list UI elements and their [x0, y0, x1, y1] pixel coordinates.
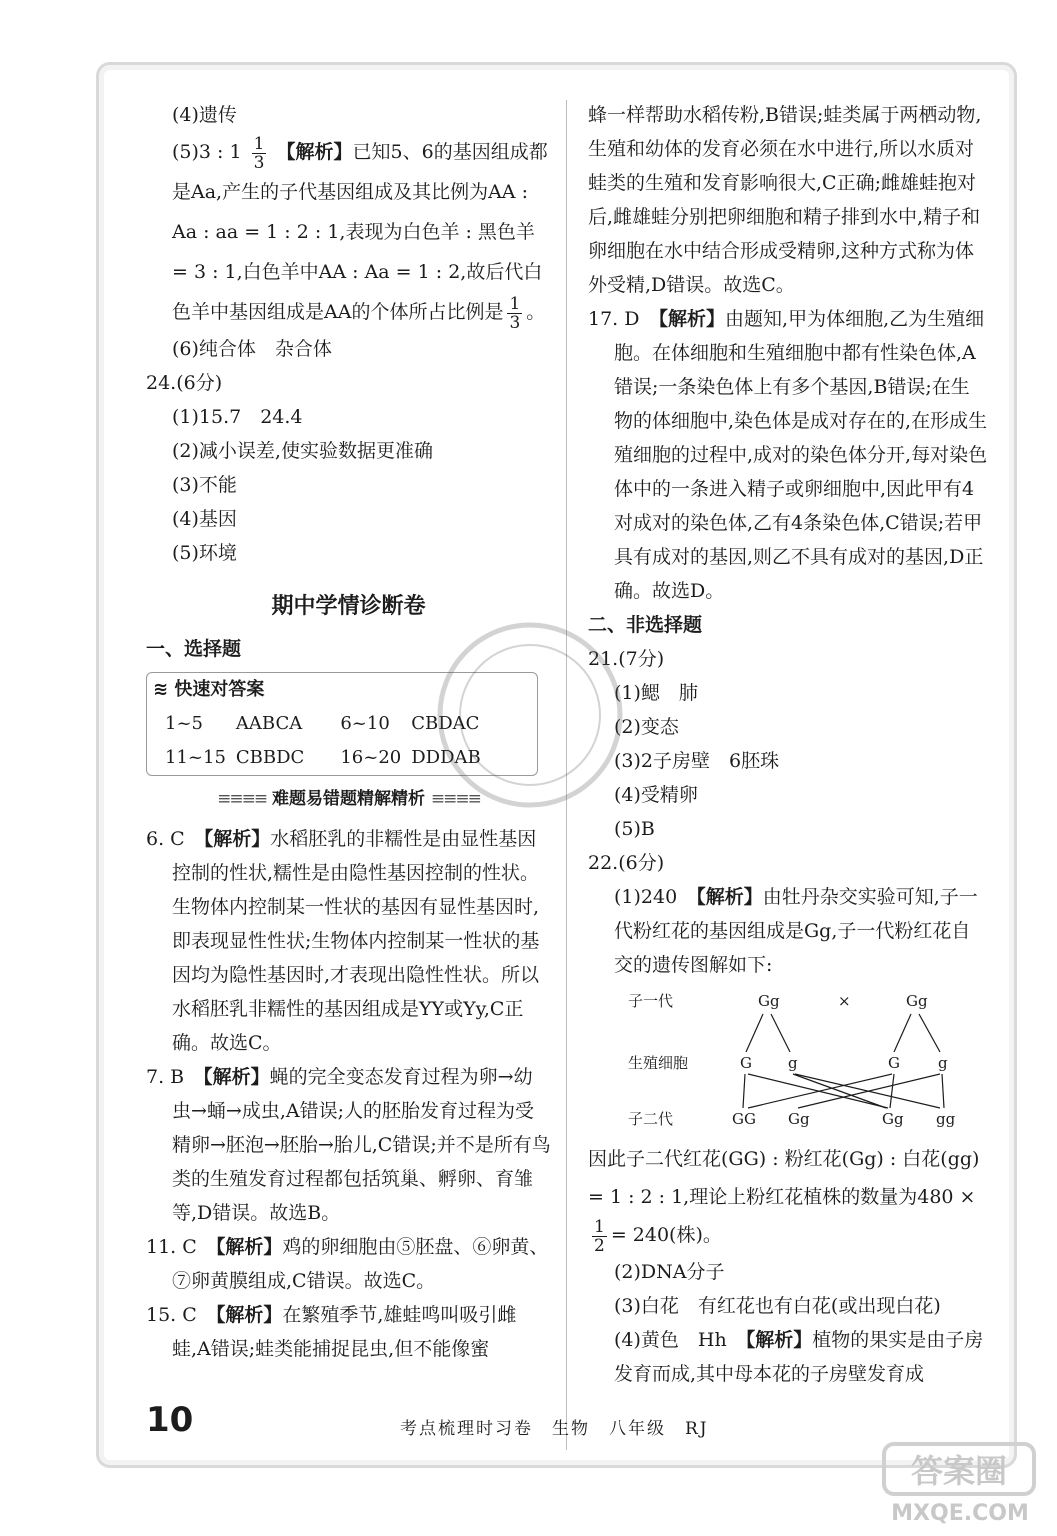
answer-line: (2)变态	[614, 716, 679, 738]
fraction	[507, 295, 522, 332]
arrow-line	[746, 1014, 763, 1052]
analysis-text: 由牡丹杂交实验可知,子一代粉红花的基因组成是Gg,子一代粉红花自交的遗传图解如下:	[614, 886, 978, 976]
cross-symbol: ×	[838, 992, 851, 1010]
offspring-genotype: GG	[732, 1110, 756, 1128]
analysis-text: 因此子二代红花(GG) : 粉红花(Gg) : 白花(gg) = 1 : 2 : 1,理论上粉红花植株的数量为480 ×	[588, 1148, 980, 1208]
answer-prefix: (5)3 : 1	[172, 141, 242, 163]
question-number: 15. C	[146, 1304, 197, 1326]
analysis-text: 由题知,甲为体细胞,乙为生殖细胞。在体细胞和生殖细胞中都有性染色体,A错误;一条染色体上有多个基因,B错误;在生物的体细胞中,染色体是成对存在的,在形成生殖细胞的过程中,成对的染色体分开,每对染色体中的一条进入精子或卵细胞中,因此甲有4对成对的染色体,乙有4条染色体,C错误;若甲具有成对的基因,则乙不具有成对的基因,D正确。故选D。	[614, 308, 988, 602]
corner-watermark-url: MXQE.COM	[891, 1501, 1029, 1526]
answer-key: CBBDC	[235, 747, 305, 768]
analysis-tag: 【解析】	[745, 1328, 813, 1351]
analysis-tag: 【解析】	[215, 1304, 283, 1326]
genetic-cross-diagram	[588, 986, 988, 1136]
fraction-denominator: 3	[253, 152, 265, 173]
fraction-denominator: 3	[509, 312, 521, 333]
analysis-text: 已知5、6的基因组成都是Aa,产生的子代基因组成及其比例为AA : Aa : aa = 1 : 2 : 1,表现为白色羊 : 黑色羊 = 3 : 1,白色羊中AA : Aa = 1 : 2,故后代白色羊中基因组成是AA的个体所占比例是	[172, 141, 548, 323]
fraction	[592, 1218, 607, 1255]
arrow-line	[890, 1074, 894, 1108]
section-heading: 二、非选择题	[588, 614, 703, 636]
sentence-end: 。	[526, 301, 546, 323]
answer-prefix: (1)240	[614, 886, 678, 908]
analysis-text: 植物的果实是由子房发育而成,其中母本花的子房壁发育成	[614, 1328, 984, 1385]
answer-line: (3)不能	[172, 474, 237, 496]
offspring-genotype: Gg	[882, 1110, 904, 1128]
answer-paragraph	[588, 880, 988, 982]
question-number: 11. C	[146, 1236, 197, 1258]
arrow-line	[894, 1014, 911, 1052]
parent-genotype: Gg	[906, 992, 928, 1010]
answer-range: 11~15	[165, 747, 226, 768]
question-heading: 21.(7分)	[588, 648, 665, 670]
row-label-gametes: 生殖细胞	[628, 1054, 689, 1072]
answer-key: DDDAB	[411, 747, 481, 768]
answer-line: (5)环境	[172, 542, 237, 564]
exam-title: 期中学情诊断卷	[271, 594, 426, 619]
arrow-line	[743, 1074, 745, 1108]
answer-line: (4)遗传	[172, 104, 237, 126]
analysis-tag: 【解析】	[696, 886, 763, 908]
corner-watermark-logo	[880, 1440, 1050, 1530]
answer-range: 1~5	[165, 713, 203, 734]
gamete: g	[788, 1054, 798, 1072]
question-analysis	[146, 1298, 551, 1366]
analysis-tag: 【解析】	[203, 828, 271, 850]
banner-decoration: ≡≡≡≡	[217, 789, 267, 809]
analysis-text: 在繁殖季节,雄蛙鸣叫吸引雌蛙,A错误;蛙类能捕捉昆虫,但不能像蜜	[172, 1304, 517, 1360]
answer-line: (5)B	[614, 818, 655, 840]
analysis-tag: 【解析】	[658, 308, 726, 330]
arrow-line	[771, 1014, 790, 1052]
question-number: 6. C	[146, 828, 185, 850]
answer-range: 16~20	[340, 747, 402, 768]
row-label-f2: 子二代	[628, 1110, 674, 1128]
answer-paragraph	[588, 1323, 988, 1391]
row-label-f1: 子一代	[628, 992, 674, 1010]
analysis-tag: 【解析】	[215, 1236, 283, 1258]
parent-genotype: Gg	[758, 992, 780, 1010]
gamete: g	[938, 1054, 948, 1072]
fraction	[252, 135, 267, 172]
seal-watermark-icon	[430, 615, 630, 815]
footer-text: 考点梳理时习卷 生物 八年级 RJ	[400, 1419, 709, 1439]
answer-line: (2)DNA分子	[614, 1260, 725, 1283]
analysis-tag: 【解析】	[276, 141, 353, 163]
answer-line: (1)15.7 24.4	[172, 406, 303, 428]
cross-arrows	[743, 1014, 944, 1108]
offspring-genotype: Gg	[788, 1110, 810, 1128]
answer-prefix: (4)黄色 Hh	[614, 1328, 727, 1351]
answer-key: CBDAC	[411, 713, 480, 734]
answer-line: (2)减小误差,使实验数据更准确	[172, 440, 433, 462]
answer-paragraph	[146, 132, 551, 332]
fraction-denominator: 2	[594, 1235, 605, 1256]
analysis-tag: 【解析】	[203, 1066, 270, 1088]
page-number: 10	[146, 1400, 194, 1440]
answer-line: (6)纯合体 杂合体	[172, 338, 332, 360]
fraction-numerator: 1	[253, 133, 265, 154]
question-analysis	[146, 1060, 551, 1230]
analysis-text: 鸡的卵细胞由⑤胚盘、⑥卵黄、⑦卵黄膜组成,C错误。故选C。	[172, 1236, 549, 1292]
analysis-text: 水稻胚乳的非糯性是由显性基因控制的性状,糯性是由隐性基因控制的性状。生物体内控制某一性状的基因有显性基因时,即表现显性性状;生物体内控制某一性状的基因均为隐性基因时,才表现出隐性性状。所以水稻胚乳非糯性的基因组成是YY或Yy,C正确。故选C。	[172, 828, 540, 1054]
question-heading: 22.(6分)	[588, 852, 665, 874]
arrow-line	[919, 1014, 940, 1052]
corner-watermark-text: 答案圈	[910, 1452, 1008, 1490]
page-footer	[146, 1400, 986, 1440]
genetic-cross-svg	[588, 986, 988, 1136]
right-column	[588, 98, 988, 1391]
answer-line: (3)2子房壁 6胚珠	[614, 750, 780, 772]
answer-line: (4)受精卵	[614, 784, 698, 806]
analysis-continuation: 蜂一样帮助水稻传粉,B错误;蛙类属于两栖动物,生殖和幼体的发育必须在水中进行,所以水质对蛙类的生殖和发育影响很大,C正确;雌雄蛙抱对后,雌雄蛙分别把卵细胞和精子排到水中,精子和卵细胞在水中结合形成受精卵,这种方式称为体外受精,D错误。故选C。	[588, 104, 982, 296]
analysis-text: 蝇的完全变态发育过程为卵→幼虫→蛹→成虫,A错误;人的胚胎发育过程为受精卵→胚泡→胚胎→胎儿,C错误;并不是所有鸟类的生殖发育过程都包括筑巢、孵卵、育雏等,D错误。故选B。	[172, 1066, 551, 1224]
question-number: 17. D	[588, 308, 640, 330]
fraction-numerator: 1	[594, 1216, 605, 1237]
seal-watermark	[430, 615, 630, 815]
answer-line: (4)基因	[172, 508, 237, 530]
question-number: 7. B	[146, 1066, 185, 1088]
gamete: G	[888, 1054, 900, 1072]
answer-line: (3)白花 有红花也有白花(或出现白花)	[614, 1294, 941, 1317]
answer-paragraph	[588, 1140, 988, 1255]
question-analysis	[588, 302, 988, 608]
quick-answer-title-text: 快速对答案	[174, 679, 265, 700]
wave-icon: ≋	[153, 679, 175, 700]
question-heading: 24.(6分)	[146, 372, 223, 394]
fraction-numerator: 1	[509, 293, 521, 314]
question-analysis	[146, 1230, 551, 1298]
offspring-genotype: gg	[936, 1110, 956, 1128]
corner-watermark	[880, 1440, 1050, 1530]
analysis-text: = 240(株)。	[610, 1224, 722, 1246]
answer-range: 6~10	[340, 713, 390, 734]
gamete: G	[740, 1054, 752, 1072]
question-analysis	[146, 822, 551, 1060]
banner-decoration: ≡≡≡≡	[430, 789, 480, 809]
arrow-line	[942, 1074, 944, 1108]
answer-key: AABCA	[235, 713, 303, 734]
answer-line: (1)鳃 肺	[614, 682, 698, 704]
section-heading: 一、选择题	[146, 638, 242, 660]
banner-text: 难题易错题精解精析	[272, 789, 425, 809]
